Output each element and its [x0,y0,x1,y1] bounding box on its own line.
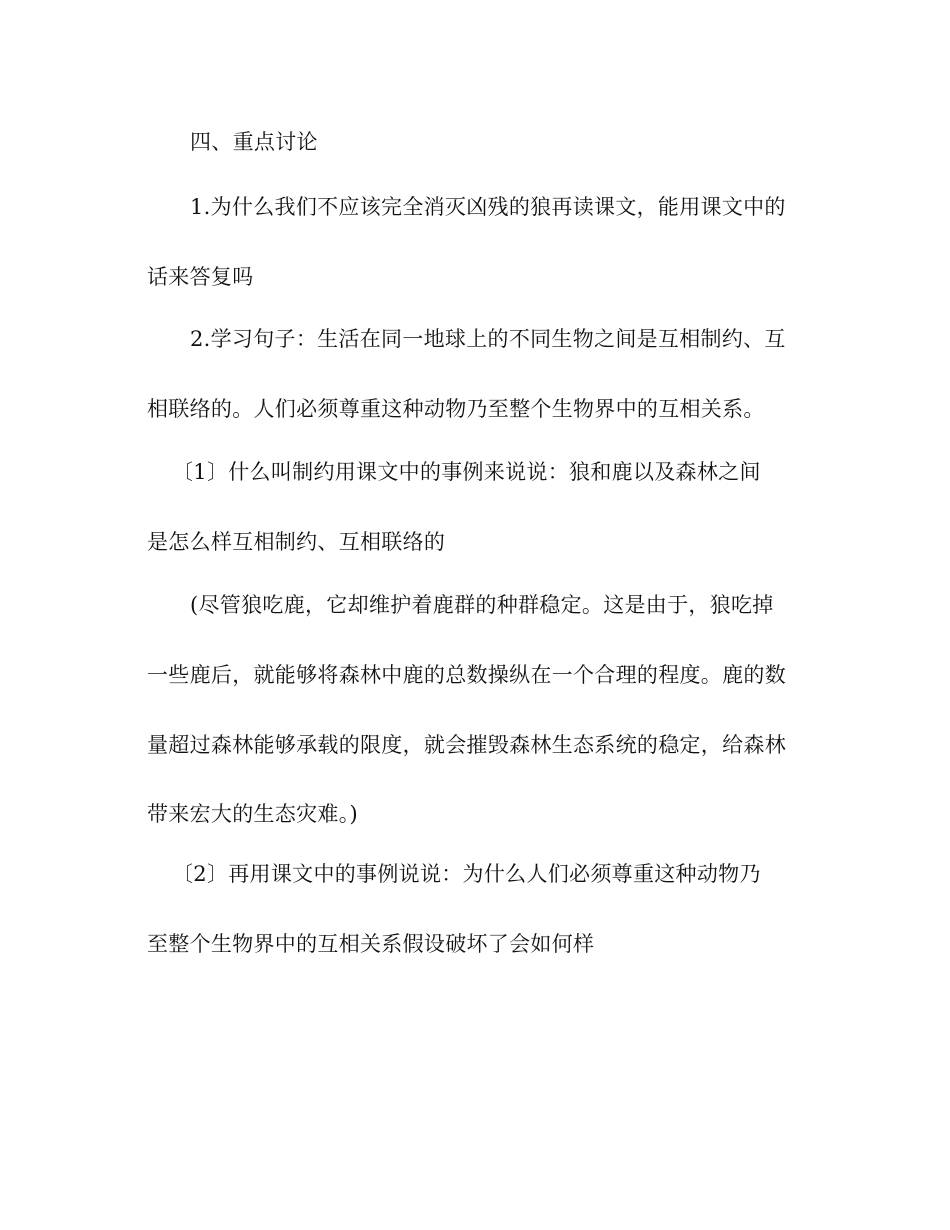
subquestion-1-line-1: 〔1〕什么叫制约用课文中的事例来说说：狼和鹿以及森林之间 [172,460,761,484]
answer-line-1: (尽管狼吃鹿，它却维护着鹿群的种群稳定。这是由于，狼吃掉 [190,593,774,617]
subquestion-2-line-2: 至整个生物界中的互相关系假设破坏了会如何样 [147,932,595,956]
subquestion-2-line-1: 〔2〕再用课文中的事例说说：为什么人们必须尊重这种动物乃 [172,862,761,886]
subquestion-1-line-2: 是怎么样互相制约、互相联络的 [147,530,446,554]
question-2-line-1: 2.学习句子：生活在同一地球上的不同生物之间是互相制约、互 [190,327,786,351]
section-heading: 四、重点讨论 [190,130,318,154]
question-1-line-2: 话来答复吗 [147,265,254,289]
question-1-line-1: 1.为什么我们不应该完全消灭凶残的狼再读课文，能用课文中的 [190,195,786,219]
answer-line-3: 量超过森林能够承载的限度，就会摧毁森林生态系统的稳定，给森林 [147,733,786,757]
answer-line-4: 带来宏大的生态灾难。) [147,802,358,826]
answer-line-2: 一些鹿后，就能够将森林中鹿的总数操纵在一个合理的程度。鹿的数 [147,663,786,687]
question-2-line-2: 相联络的。人们必须尊重这种动物乃至整个生物界中的互相关系。 [147,397,765,421]
